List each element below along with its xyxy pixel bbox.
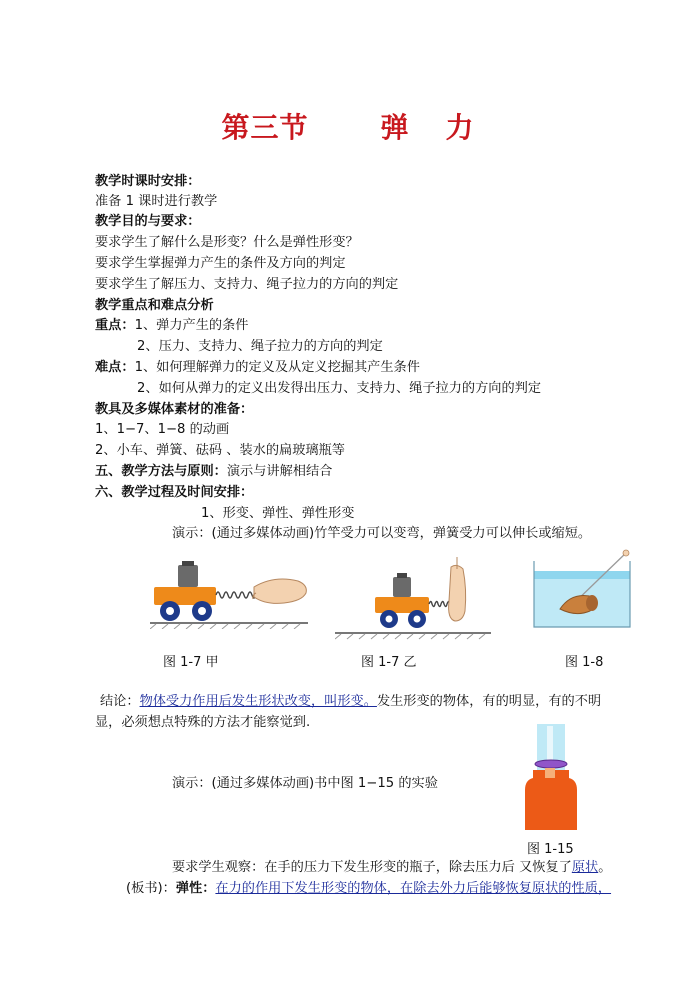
method-text: 演示与讲解相结合 <box>226 464 333 479</box>
text-material-1: 1、1−7、1−8 的动画 <box>95 422 230 437</box>
caption-fig-1-15: 图 1-15 <box>527 842 574 857</box>
heading-schedule: 教学时课时安排： <box>95 174 201 189</box>
board-label: (板书)： <box>126 881 176 896</box>
conclusion-definition: 物体受力作用后发生形状改变，叫形变。 <box>139 694 377 709</box>
text-goal-3: 要求学生了解压力、支持力、绳子拉力的方向的判定 <box>95 277 399 292</box>
text-process-1: 1、形变、弹性、弹性形变 <box>201 506 355 521</box>
figure-1-15 <box>515 724 587 832</box>
difficulty-1: 1、如何理解弹力的定义及从定义挖掘其产生条件 <box>134 360 420 375</box>
figure-1-7b <box>335 547 493 643</box>
text-demo-2: 演示：(通过多媒体动画)书中图 1−15 的实验 <box>172 776 438 791</box>
label-key: 重点： <box>95 318 135 333</box>
text-observe <box>172 859 611 877</box>
text-schedule: 准备 1 课时进行教学 <box>95 194 218 209</box>
heading-process: 六、教学过程及时间安排： <box>95 485 254 500</box>
heading-goals: 教学目的与要求： <box>95 214 201 229</box>
key-point-1: 1、弹力产生的条件 <box>134 318 249 333</box>
observe-text: 要求学生观察：在手的压力下发生形变的瓶子，除去压力后 又恢复了 <box>172 860 572 875</box>
label-difficulty: 难点： <box>95 360 135 375</box>
observe-underlined: 原状 <box>571 860 599 875</box>
text-board <box>126 880 611 898</box>
title-word-2: 力 <box>445 111 475 144</box>
caption-fig-1-7b: 图 1-7 乙 <box>361 655 417 670</box>
text-conclusion-cont: 显，必须想点特殊的方法才能察觉到. <box>95 715 311 730</box>
caption-fig-1-7a: 图 1-7 甲 <box>163 655 219 670</box>
text-demo-1: 演示：(通过多媒体动画)竹竿受力可以变弯，弹簧受力可以伸长或缩短。 <box>172 526 592 541</box>
figure-1-7a <box>150 547 310 629</box>
board-term: 弹性： <box>175 881 216 896</box>
text-method <box>95 463 332 481</box>
heading-key-points: 教学重点和难点分析 <box>95 298 214 313</box>
board-definition: 在力的作用下发生形变的物体，在除去外力后能够恢复原状的性质， <box>215 881 612 896</box>
text-goal-1: 要求学生了解什么是形变？什么是弹性形变？ <box>95 235 359 250</box>
conclusion-label: 结论： <box>100 694 140 709</box>
text-key-point-2: 2、压力、支持力、绳子拉力的方向的判定 <box>137 339 383 354</box>
conclusion-rest-1: 发生形变的物体，有的明显，有的不明 <box>376 694 602 709</box>
text-material-2: 2、小车、弹簧、砝码 、装水的扁玻璃瓶等 <box>95 443 345 458</box>
figure-1-8 <box>530 547 640 633</box>
text-conclusion <box>100 693 601 711</box>
label-method: 五、教学方法与原则： <box>95 464 227 479</box>
title-word-1: 弹 <box>380 111 410 144</box>
text-key-point-1 <box>95 317 248 335</box>
text-difficulty-1 <box>95 359 420 377</box>
caption-fig-1-8: 图 1-8 <box>565 655 604 670</box>
text-goal-2: 要求学生掌握弹力产生的条件及方向的判定 <box>95 256 346 271</box>
observe-end: 。 <box>598 860 612 875</box>
heading-materials: 教具及多媒体素材的准备： <box>95 402 254 417</box>
page-title <box>0 106 696 146</box>
title-section: 第三节 <box>221 111 309 144</box>
text-difficulty-2: 2、如何从弹力的定义出发得出压力、支持力、绳子拉力的方向的判定 <box>137 381 542 396</box>
